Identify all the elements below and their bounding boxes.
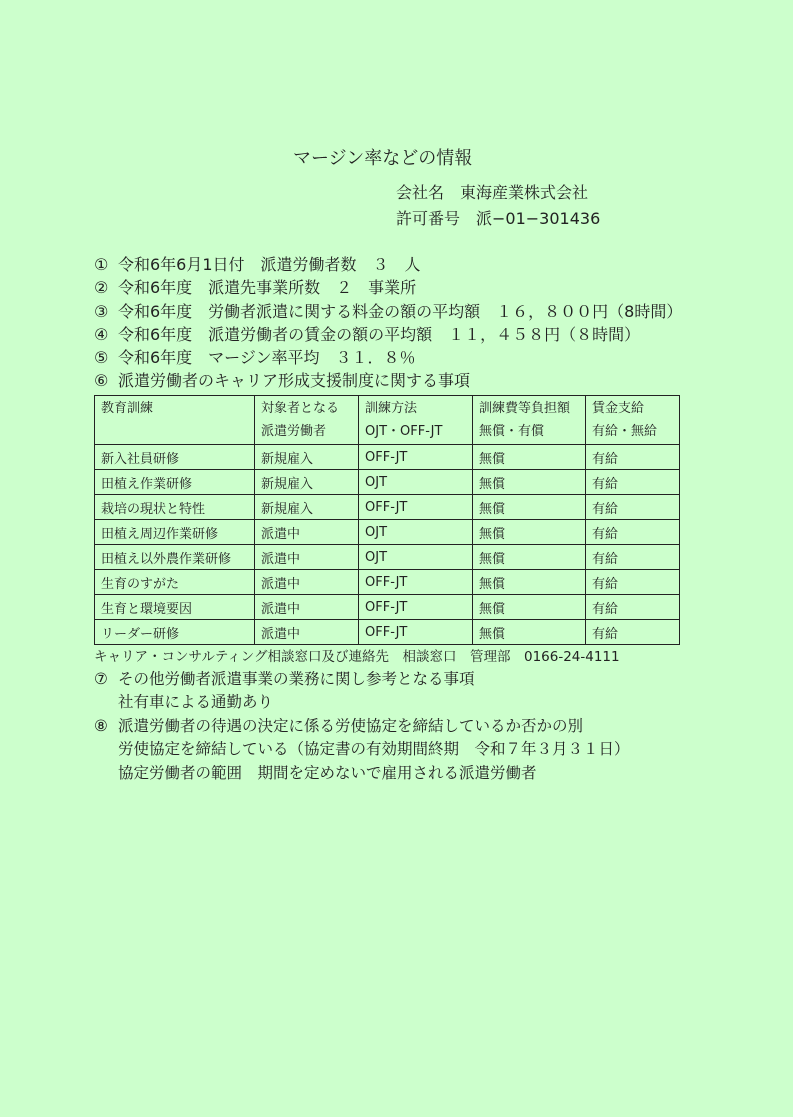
table-cell: OFF-JT [359, 595, 473, 620]
company-info [396, 180, 600, 232]
table-cell: OJT [359, 470, 473, 495]
table-row [95, 495, 680, 520]
table-header-row [95, 396, 680, 445]
info-item-text: 令和6年度 労働者派遣に関する料金の額の平均額 １６，８００円（8時間） [118, 301, 683, 321]
info-item-number: ⑥ [94, 371, 109, 391]
permit-number-row [396, 206, 600, 232]
table-cell: 有給 [586, 495, 680, 520]
table-cell: 有給 [586, 595, 680, 620]
table-cell: OFF-JT [359, 495, 473, 520]
training-table [94, 395, 680, 645]
info-item-6 [94, 369, 682, 392]
table-cell: 無償 [473, 470, 586, 495]
table-header-cell [586, 396, 680, 445]
info-item-3 [94, 300, 682, 323]
info-item-text: 派遣労働者のキャリア形成支援制度に関する事項 [118, 371, 471, 391]
info-item-number: ② [94, 278, 109, 298]
header-wage-line2: 有給・無給 [592, 424, 658, 439]
table-cell: 有給 [586, 570, 680, 595]
table-cell: 派遣中 [255, 620, 359, 645]
header-target-line2: 派遣労働者 [261, 424, 327, 439]
table-cell: 有給 [586, 520, 680, 545]
note-detail: 労使協定を締結している（協定書の有効期間終期 令和７年３月３１日） [118, 740, 630, 759]
table-cell: 田植え以外農作業研修 [95, 545, 255, 570]
company-name-label: 会社名 [396, 183, 445, 202]
header-wage-line1: 賃金支給 [592, 401, 645, 416]
table-cell: OJT [359, 520, 473, 545]
note-item-7 [94, 668, 630, 691]
table-cell: OFF-JT [359, 570, 473, 595]
info-item-text: 令和6年6月1日付 派遣労働者数 ３ 人 [118, 255, 421, 274]
table-cell: 田植え作業研修 [95, 470, 255, 495]
table-cell: 派遣中 [255, 545, 359, 570]
info-item-number: ⑤ [94, 348, 109, 368]
info-item-text: 令和6年度 派遣労働者の賃金の額の平均額 １１，４５８円（８時間） [118, 324, 641, 344]
permit-number-label: 許可番号 [396, 209, 461, 228]
header-target-line1: 対象者となる [261, 401, 340, 416]
table-cell: 田植え周辺作業研修 [95, 520, 255, 545]
note-number: ⑧ [94, 716, 108, 735]
table-row [95, 545, 680, 570]
info-item-4 [94, 323, 682, 346]
note-title: 派遣労働者の待遇の決定に係る労使協定を締結しているか否かの別 [118, 716, 584, 735]
table-cell: 有給 [586, 620, 680, 645]
table-cell: 生育のすがた [95, 570, 255, 595]
table-cell: 無償 [473, 495, 586, 520]
table-cell: 無償 [473, 545, 586, 570]
table-cell: 新入社員研修 [95, 445, 255, 470]
career-consulting-contact: キャリア・コンサルティング相談窓口及び連絡先 相談窓口 管理部 0166-24-4111 [94, 649, 620, 665]
table-cell: リーダー研修 [95, 620, 255, 645]
info-item-text: 令和6年度 マージン率平均 ３１．８％ [118, 348, 416, 368]
table-cell: 無償 [473, 620, 586, 645]
table-row [95, 470, 680, 495]
table-row [95, 595, 680, 620]
permit-number-value: 派−01−301436 [476, 209, 601, 228]
table-cell: OJT [359, 545, 473, 570]
info-item-number: ① [94, 255, 109, 274]
table-cell: 有給 [586, 445, 680, 470]
note-detail: 社有車による通勤あり [118, 693, 274, 712]
info-item-5 [94, 346, 682, 369]
table-header-cell [95, 396, 255, 445]
info-item-number: ③ [94, 301, 109, 321]
company-name-row [396, 180, 600, 206]
table-header-cell [359, 396, 473, 445]
table-header-cell [255, 396, 359, 445]
info-item-1 [94, 253, 682, 276]
info-item-number: ④ [94, 324, 109, 344]
company-name-value: 東海産業株式会社 [460, 183, 589, 202]
header-method-line1: 訓練方法 [365, 401, 418, 416]
table-cell: 派遣中 [255, 595, 359, 620]
table-cell: 新規雇入 [255, 470, 359, 495]
additional-notes [94, 668, 630, 785]
table-cell: 有給 [586, 470, 680, 495]
table-row [95, 520, 680, 545]
header-cost-line1: 訓練費等負担額 [479, 401, 571, 416]
table-cell: 生育と環境要因 [95, 595, 255, 620]
header-training-name: 教育訓練 [101, 401, 154, 416]
table-cell: 無償 [473, 445, 586, 470]
note-title: その他労働者派遣事業の業務に関し参考となる事項 [118, 670, 475, 688]
table-row [95, 445, 680, 470]
info-item-text: 令和6年度 派遣先事業所数 ２ 事業所 [118, 278, 417, 298]
note-item-8 [94, 715, 630, 738]
table-row [95, 570, 680, 595]
table-header-cell [473, 396, 586, 445]
table-cell: 新規雇入 [255, 445, 359, 470]
table-cell: 栽培の現状と特性 [95, 495, 255, 520]
table-cell: 無償 [473, 520, 586, 545]
header-method-line2: OJT・OFF-JT [365, 424, 443, 439]
table-cell: 無償 [473, 570, 586, 595]
table-cell: 無償 [473, 595, 586, 620]
note-number: ⑦ [94, 670, 108, 688]
info-items-list [94, 253, 682, 393]
table-cell: OFF-JT [359, 620, 473, 645]
table-cell: 有給 [586, 545, 680, 570]
table-cell: 新規雇入 [255, 495, 359, 520]
table-cell: 派遣中 [255, 520, 359, 545]
table-cell: 派遣中 [255, 570, 359, 595]
page-title: マージン率などの情報 [293, 148, 473, 169]
note-detail: 協定労働者の範囲 期間を定めないで雇用される派遣労働者 [118, 763, 537, 782]
table-cell: OFF-JT [359, 445, 473, 470]
header-cost-line2: 無償・有償 [479, 424, 545, 439]
table-row [95, 620, 680, 645]
info-item-2 [94, 276, 682, 299]
